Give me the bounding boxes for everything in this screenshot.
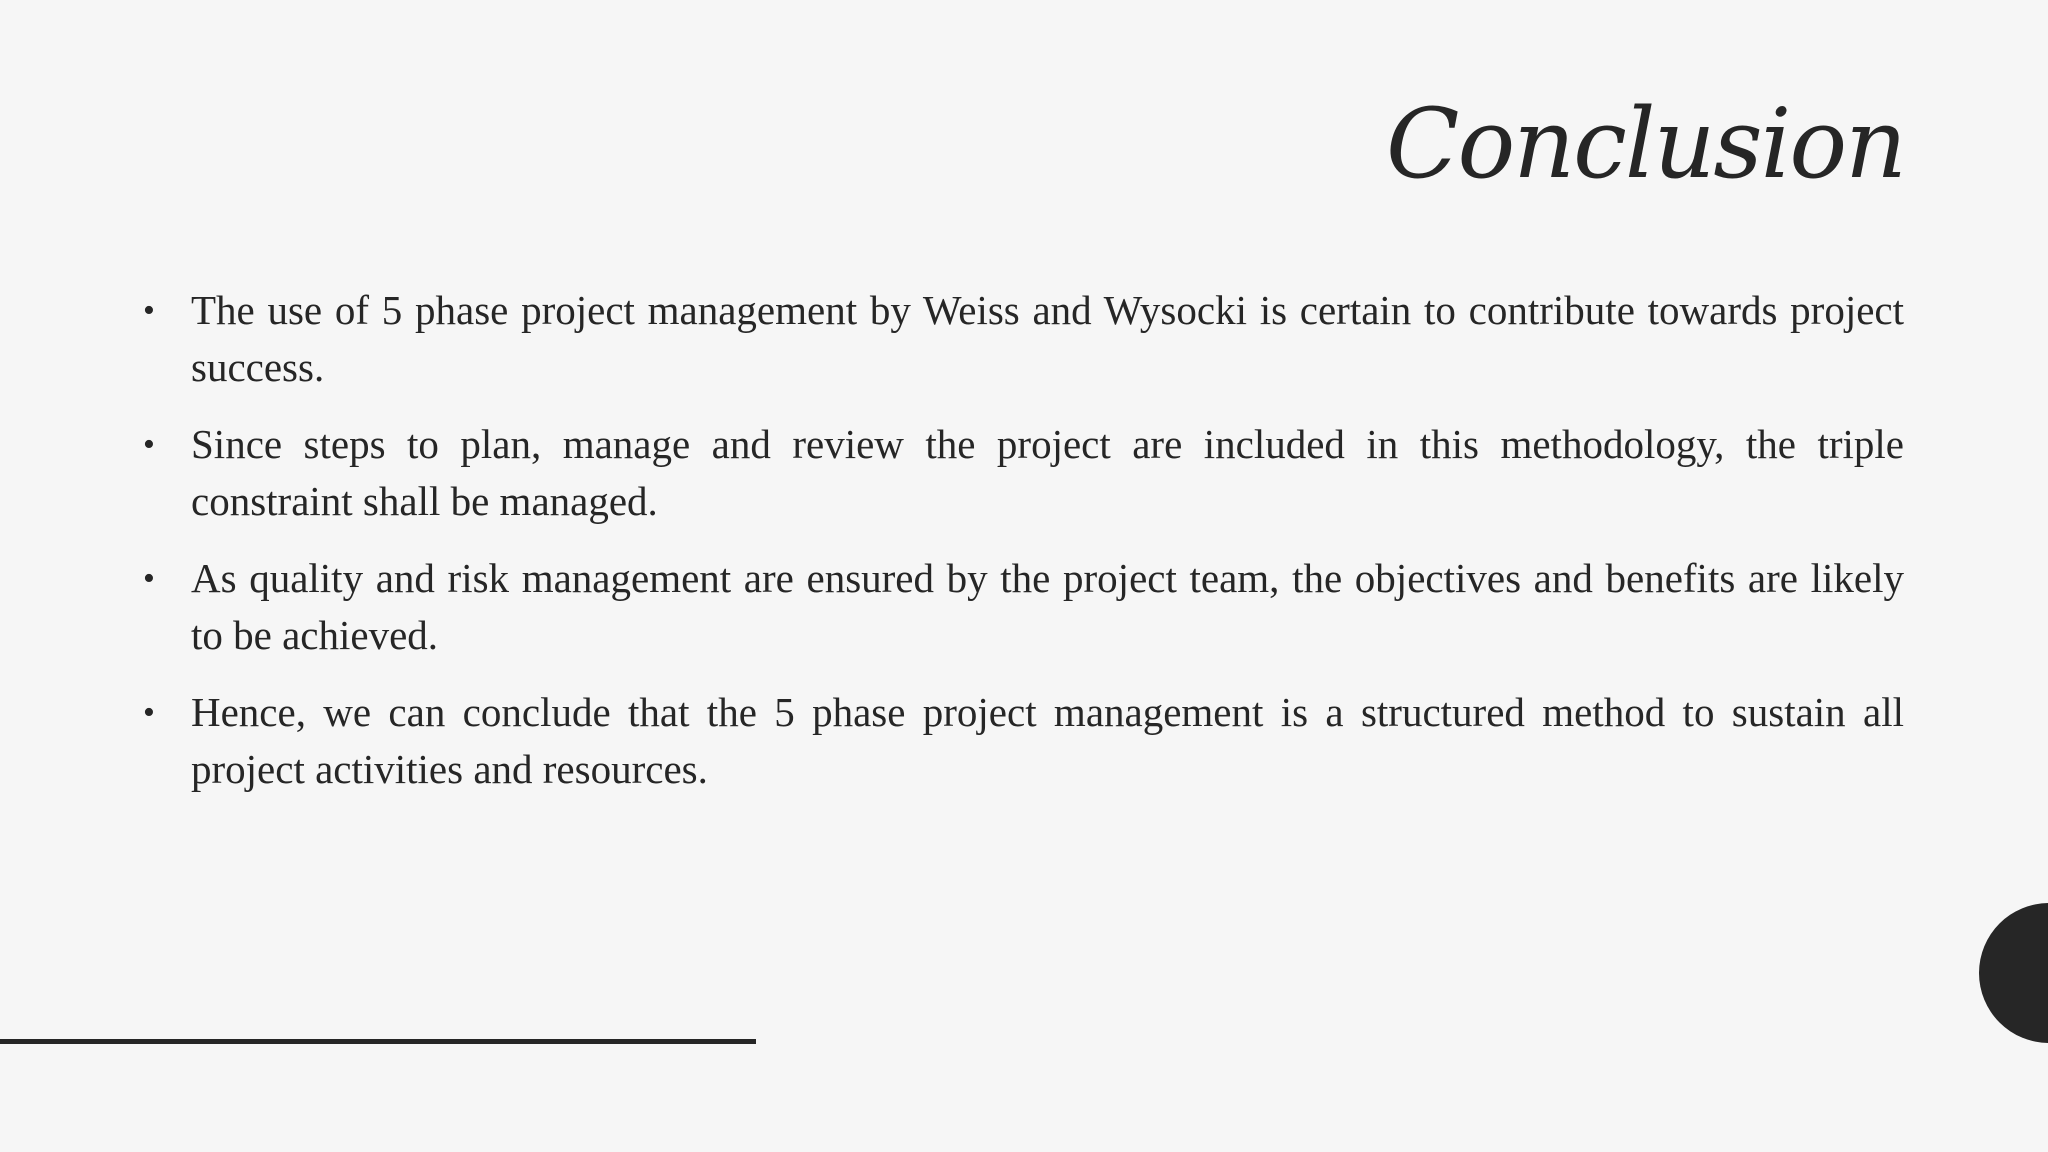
bullet-text: Hence, we can conclude that the 5 phase project management is a structured method to sustain all project activities and resources. <box>191 689 1904 792</box>
bullet-dot-icon: • <box>143 694 155 731</box>
decorative-circle-icon <box>1979 903 2048 1043</box>
decorative-bottom-rule <box>0 1039 756 1044</box>
bullet-item <box>140 684 1904 798</box>
bullet-item <box>140 282 1904 396</box>
bullet-item <box>140 416 1904 530</box>
bullet-item <box>140 550 1904 664</box>
bullet-dot-icon: • <box>143 292 155 329</box>
slide-title: Conclusion <box>1386 88 1905 200</box>
bullet-text: Since steps to plan, manage and review the project are included in this methodology, the triple constraint shall be managed. <box>191 421 1904 524</box>
bullet-dot-icon: • <box>143 560 155 597</box>
bullet-text: The use of 5 phase project management by Weiss and Wysocki is certain to contribute towards project success. <box>191 287 1904 390</box>
bullet-text: As quality and risk management are ensured by the project team, the objectives and benefits are likely to be achieved. <box>191 555 1904 658</box>
bullet-dot-icon: • <box>143 426 155 463</box>
bullet-list <box>140 282 1904 818</box>
